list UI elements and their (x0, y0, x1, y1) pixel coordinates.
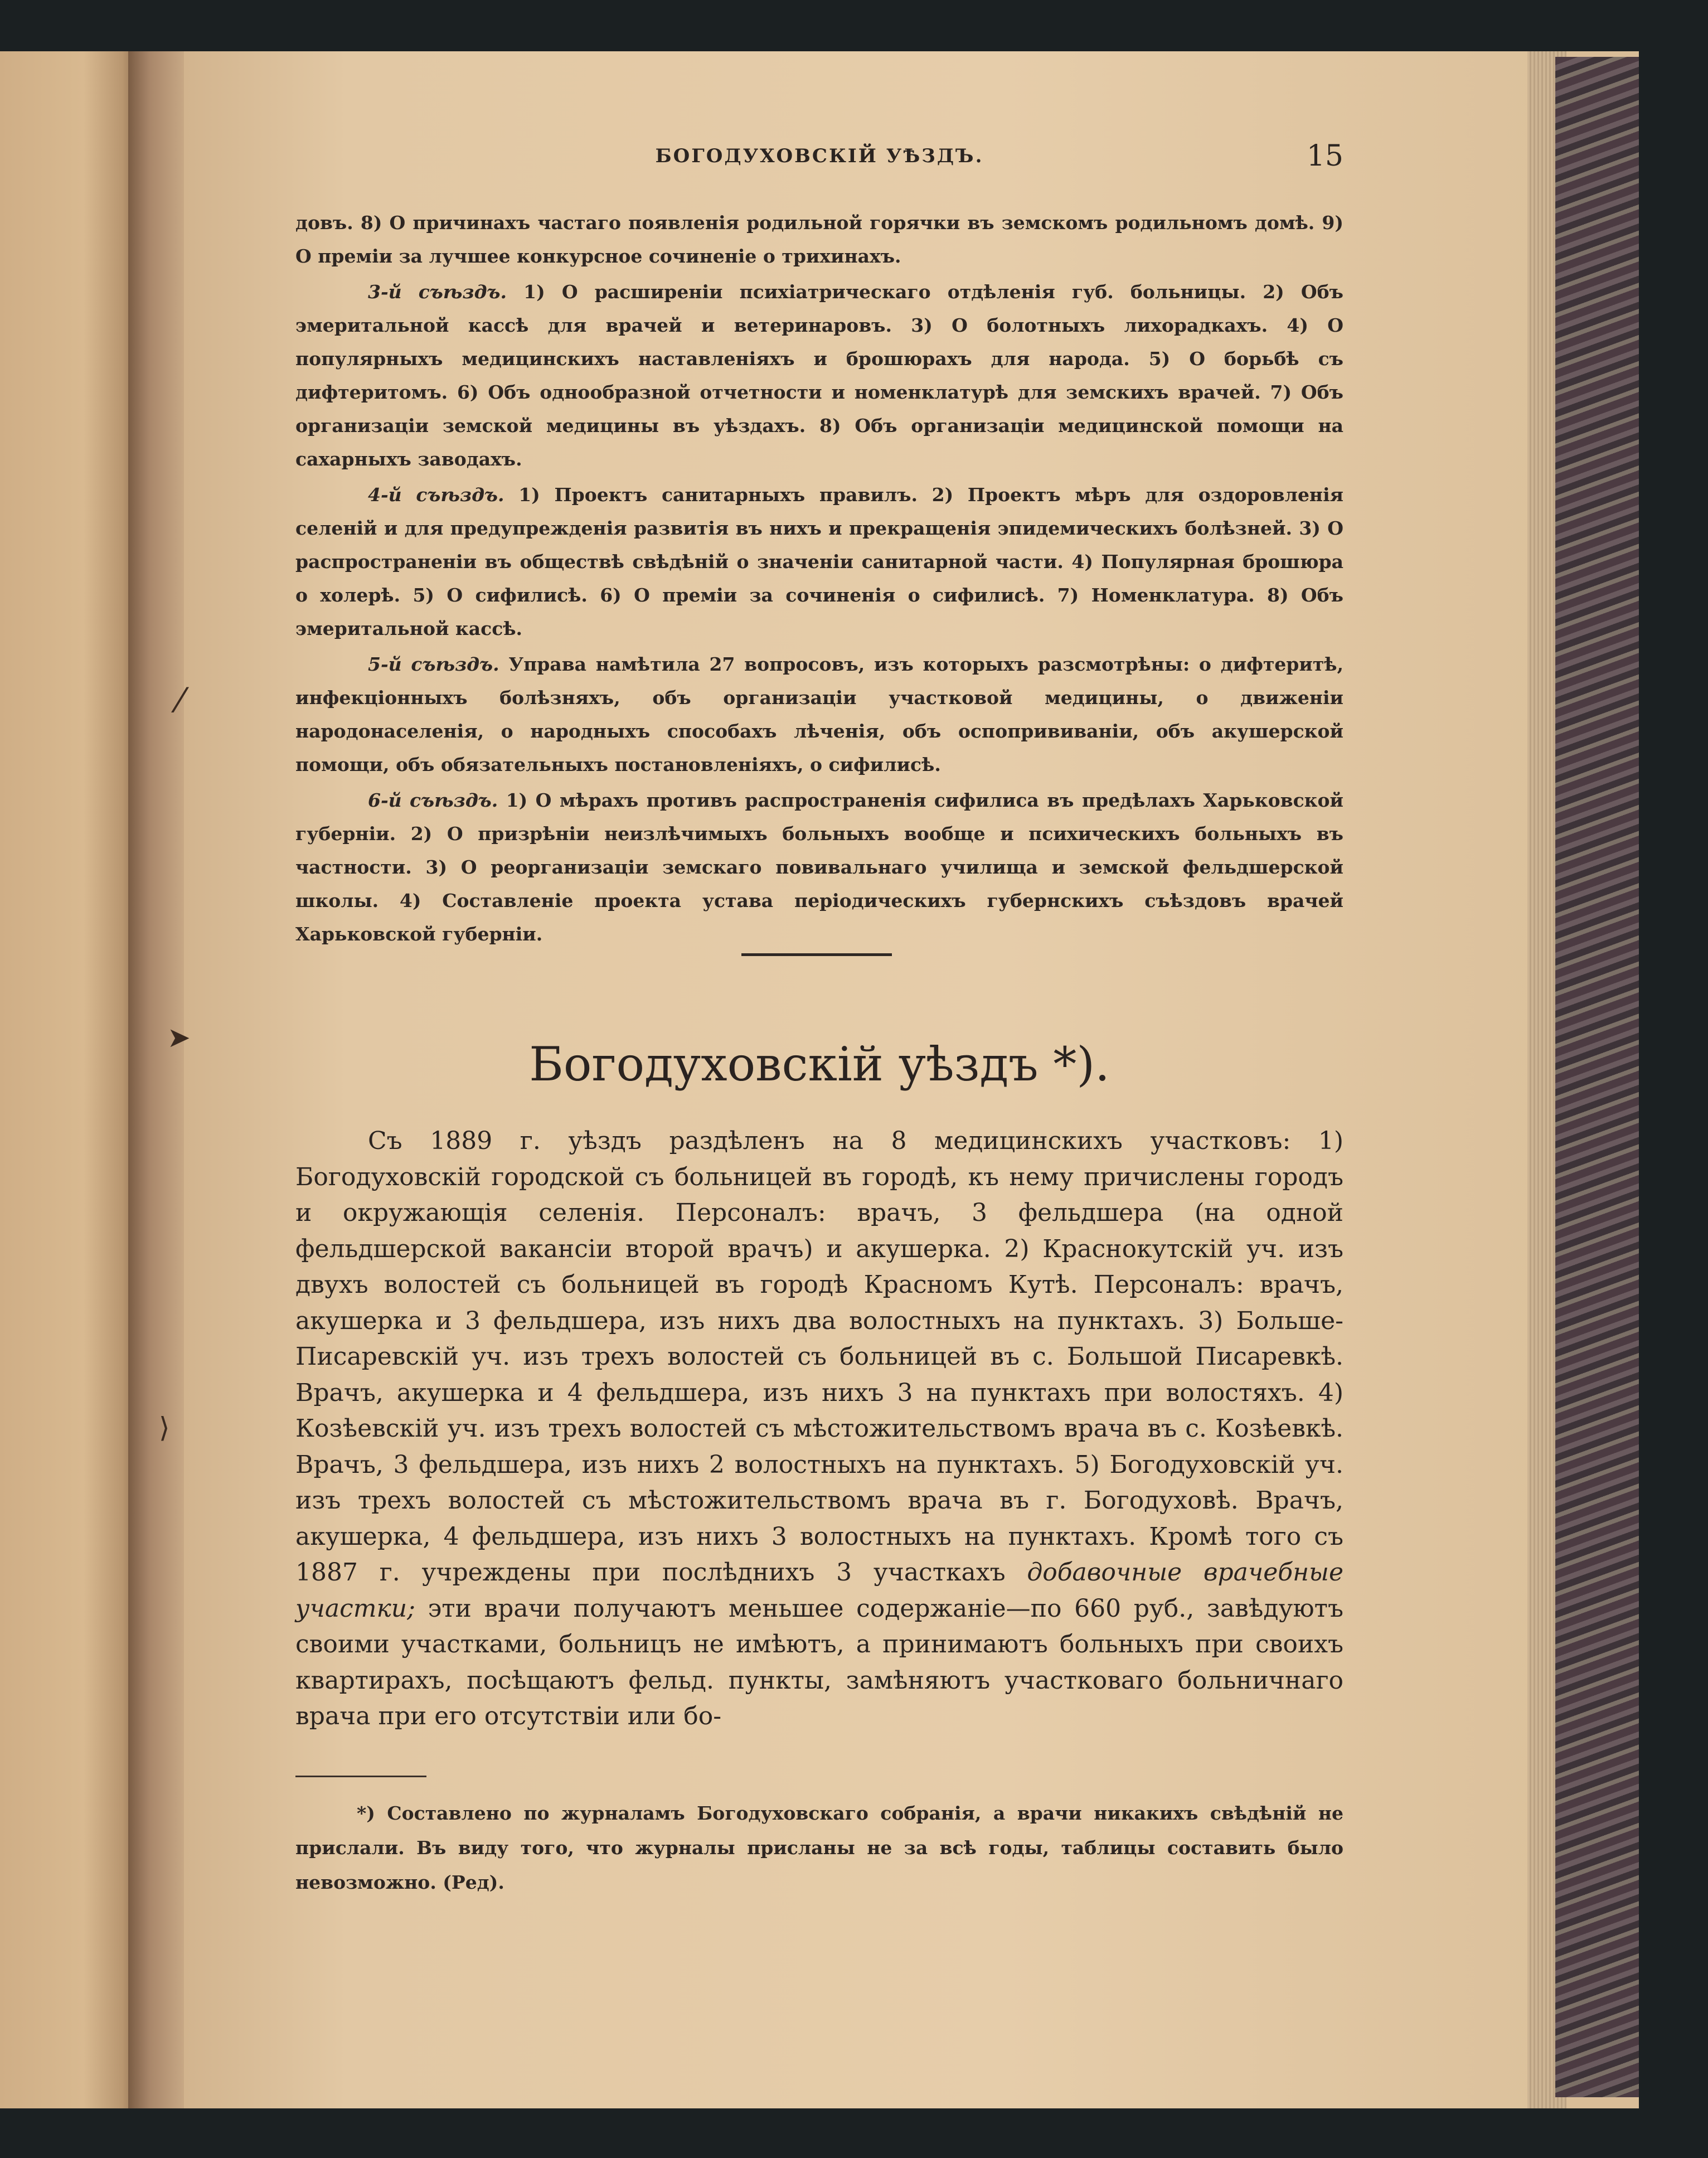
paragraph-text: Управа намѣтила 27 вопросовъ, изъ которыхъ разсмотрѣны: о дифтеритѣ, инфекціонныхъ болѣзняхъ, объ организаціи участковой медицины, о движеніи народонаселенія, о народныхъ способахъ лѣченія, объ оспопрививаніи, объ акушерской помощи, объ обязательныхъ постановленіяхъ, о сифилисѣ. (295, 653, 1343, 775)
section-body (295, 1123, 1343, 1735)
congress-label: 5-й съѣздъ. (368, 653, 499, 675)
paragraph-text: 1) О мѣрахъ противъ распространенія сифилиса въ предѣлахъ Харьковской губерніи. 2) О призрѣніи неизлѣчимыхъ больныхъ вообще и психическихъ больныхъ въ частности. 3) О реорганизаціи земскаго повивальнаго училища и земской фельдшерской школы. 4) Составленіе проекта устава періодическихъ губернскихъ съѣздовъ врачей Харьковской губерніи. (295, 789, 1343, 945)
paragraph-text: 1) Проектъ санитарныхъ правилъ. 2) Проектъ мѣръ для оздоровленія селеній и для предупрежденія развитія въ нихъ и прекращенія эпидемическихъ болѣзней. 3) О распространеніи въ обществѣ свѣдѣній о значеніи санитарной части. 4) Популярная брошюра о холерѣ. 5) О сифилисѣ. 6) О преміи за сочиненія о сифилисѣ. 7) Номенклатура. 8) Объ эмеритальной кассѣ. (295, 484, 1344, 639)
paragraph (295, 1123, 1343, 1735)
margin-mark: ⟩ (159, 1412, 170, 1444)
footnote (295, 1796, 1343, 1900)
congress-label: 4-й съѣздъ. (368, 484, 504, 506)
page-number: 15 (1306, 139, 1343, 173)
marbled-cover (1555, 57, 1639, 2097)
section-divider (741, 953, 892, 956)
congress-topics (295, 206, 1343, 953)
paragraph-text: эти врачи получаютъ меньшее содержаніе—по 660 руб., завѣдуютъ своими участками, больницъ не имѣютъ, а принимаютъ больныхъ при своихъ квартирахъ, посѣщаютъ фельд. пункты, замѣняютъ участковаго больничнаго врача при его отсутствіи или бо- (295, 1594, 1343, 1730)
left-page-edge (0, 51, 139, 2108)
footnote-rule (295, 1776, 426, 1777)
paragraph (295, 206, 1343, 273)
paragraph (295, 784, 1343, 951)
paragraph (295, 275, 1343, 476)
congress-label: 3-й съѣздъ. (368, 281, 507, 303)
footnote-paragraph (295, 1796, 1343, 1900)
emphasis-text: добавочные врачебные участки; (295, 1558, 1343, 1623)
margin-mark: ➤ (167, 1021, 191, 1054)
congress-label: 6-й съѣздъ. (368, 789, 498, 811)
margin-mark: ⁄ (177, 681, 183, 720)
paragraph (295, 648, 1343, 782)
paragraph-text: Съ 1889 г. уѣздъ раздѣленъ на 8 медицинскихъ участковъ: 1) Богодуховскій городской съ больницей въ городѣ, къ нему причислены городъ и окружающія селенія. Персоналъ: врачъ, 3 фельдшера (на одной фельдшерской вакансіи второй врачъ) и акушерка. 2) Краснокутскій уч. изъ двухъ волостей съ больницей въ городѣ Красномъ Кутѣ. Персоналъ: врачъ, акушерка и 3 фельдшера, изъ нихъ два волостныхъ на пунктахъ. 3) Больше-Писаревскій уч. изъ трехъ волостей съ больницей въ с. Большой Писаревкѣ. Врачъ, акушерка и 4 фельдшера, изъ нихъ 3 на пунктахъ при волостяхъ. 4) Козѣевскій уч. изъ трехъ волостей съ мѣстожительствомъ врача въ с. Козѣевкѣ. Врачъ, 3 фельдшера, изъ нихъ 2 волостныхъ на пунктахъ. 5) Богодуховскій уч. изъ трехъ волостей съ мѣстожительствомъ врача въ г. Богодуховѣ. Врачъ, акушерка, 4 фельдшера, изъ нихъ 3 волостныхъ на пунктахъ. Кромѣ того съ 1887 г. учреждены при послѣднихъ 3 участкахъ (295, 1127, 1343, 1587)
paragraph (295, 478, 1343, 646)
section-title: Богодуховскій уѣздъ *). (529, 1037, 1110, 1092)
paragraph-text: 1) О расширеніи психіатрическаго отдѣленія губ. больницы. 2) Объ эмеритальной кассѣ для врачей и ветеринаровъ. 3) О болотныхъ лихорадкахъ. 4) О популярныхъ медицинскихъ наставленіяхъ и брошюрахъ для народа. 5) О борьбѣ съ дифтеритомъ. 6) Объ однообразной отчетности и номенклатурѣ для земскихъ врачей. 7) Объ организаціи земской медицины въ уѣздахъ. 8) Объ организаціи медицинской помощи на сахарныхъ заводахъ. (295, 281, 1343, 470)
page-header (295, 139, 1343, 178)
paragraph-text: довъ. 8) О причинахъ частаго появленія родильной горячки въ земскомъ родильномъ домѣ. 9) О преміи за лучшее конкурсное сочиненіе о трихинахъ. (295, 212, 1343, 267)
footnote-text: *) Составлено по журналамъ Богодуховскаго собранія, а врачи никакихъ свѣдѣній не прислали. Въ виду того, что журналы присланы не за всѣ годы, таблицы составить было невозможно. (Ред). (295, 1802, 1343, 1893)
running-title: БОГОДУХОВСКІЙ УѢЗДЪ. (655, 145, 984, 167)
